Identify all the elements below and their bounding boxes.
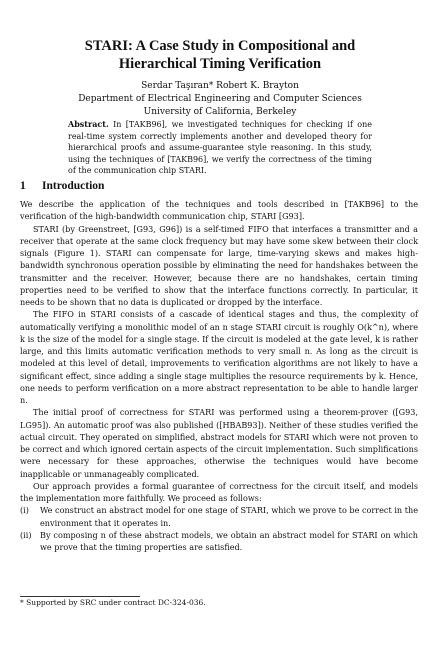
abstract-label: Abstract. — [68, 119, 109, 129]
section-title: Introduction — [42, 180, 105, 192]
abstract-text: In [TAKB96], we investigated techniques for checking if one real-time system correctly implements another and developed theory for hierarchical proofs and assume-guarantee style reasoning. In this study, using the techniques of [TAKB96], we verify the correctness of the timing of the communication chip STARI. — [68, 120, 372, 175]
university: University of California, Berkeley — [143, 107, 297, 117]
paper-title — [20, 37, 420, 73]
department: Department of Electrical Engineering and Computer Sciences — [78, 94, 362, 104]
procedure-list — [20, 504, 418, 553]
section-heading — [20, 180, 104, 192]
footnote: * Supported by SRC under contract DC-324-036. — [20, 598, 206, 607]
list-item — [20, 504, 418, 529]
section-number: 1 — [20, 180, 26, 192]
paragraph-5: Our approach provides a formal guarantee of correctness for the circuit itself, and models the implementation more faithfully. We proceed as follows: — [20, 480, 418, 503]
list-marker: (i) — [20, 505, 29, 516]
paragraph-2: STARI (by Greenstreet, [G93, G96]) is a self-timed FIFO that interfaces a transmitter and a receiver that operate at the same clock frequency but may have some skew between their clock signals (Figure 1). STARI can compensate for large, time-varying skews and makes high-bandwidth synchronous operation possible by eliminating the need for handshakes between the transmitter and the receiver. However, because there are no handshakes, certain timing properties need to be verified to show that the interface functions correctly. In particular, it needs to be shown that no data is duplicated or dropped by the interface. — [20, 223, 418, 307]
abstract — [68, 119, 372, 177]
list-item-text: By composing n of these abstract models, we obtain an abstract model for STARI on which we prove that the timing properties are satisfied. — [40, 529, 418, 552]
body-text — [20, 198, 418, 553]
paragraph-4: The initial proof of correctness for STARI was performed using a theorem-prover ([G93, LG95]). An automatic proof was also published ([HBAB93]). Neither of these studies verified the actual circuit. They operated on simplified, abstract models for STARI which were not proven to be correct and which ignored certain aspects of the circuit implementation. Such simplifications were necessary for these approaches, otherwise the techniques would have become inapplicable or unmanageably complicated. — [20, 407, 418, 479]
footnote-rule — [20, 596, 140, 597]
paragraph-3: The FIFO in STARI consists of a cascade of identical stages and thus, the complexity of automatically verifying a monolithic model of an n stage STARI circuit is roughly O(k^n), where k is the size of the model for a single stage. If the circuit is modeled at the gate level, k is rather large, and this limits automatic verification methods to very small n. As long as the circuit is modeled at this level of detail, improvements to verification algorithms are not likely to have a significant effect, since adding a single stage multiplies the resource requirements by k. Hence, one needs to perform verification on a more abstract representation to be able to handle larger n. — [20, 309, 418, 405]
list-item — [20, 529, 418, 554]
title-line-1: STARI: A Case Study in Compositional and — [84, 38, 356, 54]
authors: Serdar Taşıran* Robert K. Brayton — [141, 81, 299, 91]
list-marker: (ii) — [20, 529, 32, 540]
list-item-text: We construct an abstract model for one stage of STARI, which we prove to be correct in the environment that it operates in. — [40, 505, 418, 528]
affiliation — [20, 93, 420, 119]
paragraph-1: We describe the application of the techniques and tools described in [TAKB96] to the verification of the high-bandwidth communication chip, STARI [G93]. — [20, 199, 418, 222]
title-line-2: Hierarchical Timing Verification — [118, 56, 322, 72]
